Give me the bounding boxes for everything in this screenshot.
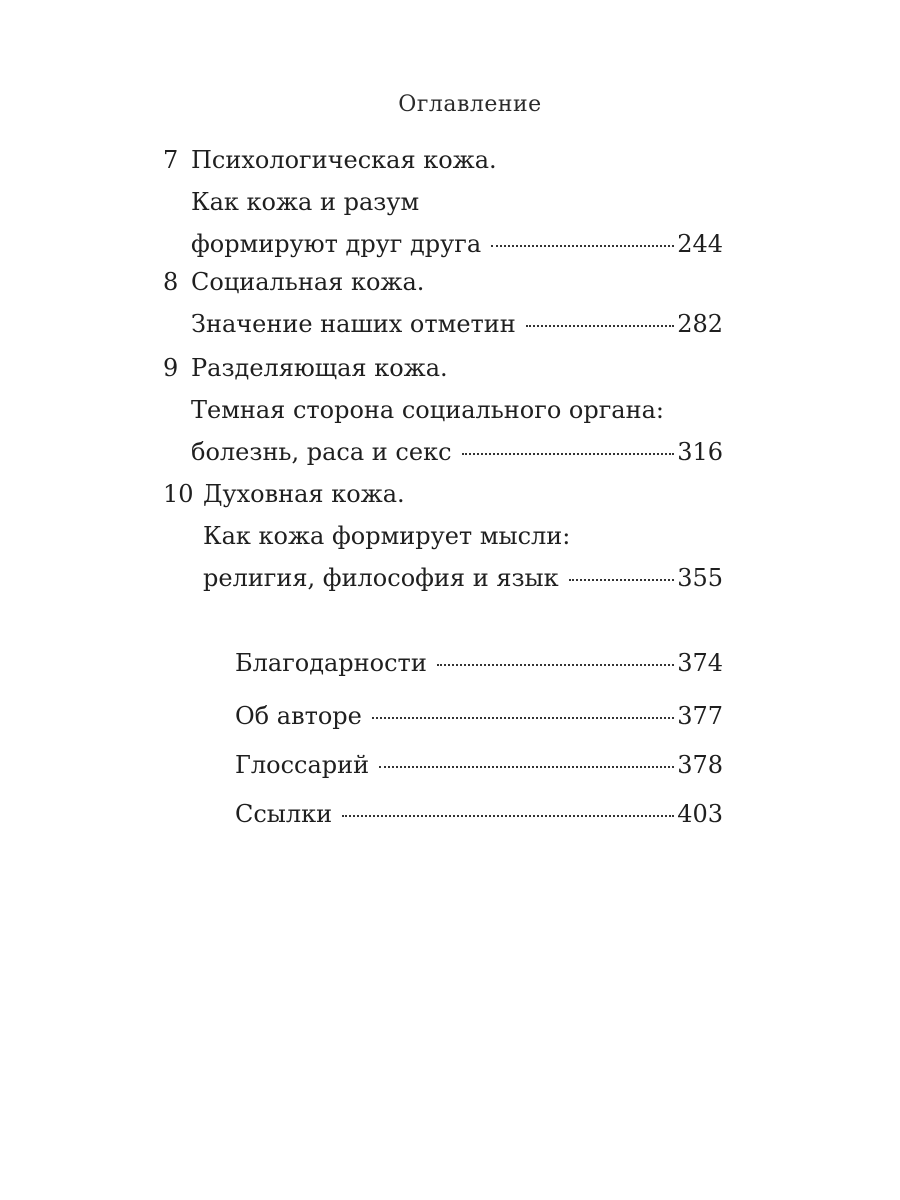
- chapter-title-line: Духовная кожа.: [203, 480, 405, 508]
- running-head: Оглавление: [398, 92, 542, 117]
- page-number: 378: [677, 751, 723, 779]
- chapter-title-line: Значение наших отметин: [191, 310, 516, 338]
- page-number: 282: [677, 310, 723, 338]
- backmatter-list: [235, 643, 723, 683]
- chapter-title-line: формируют друг друга: [191, 230, 482, 258]
- chapter-last-line: [191, 432, 723, 474]
- backmatter-list: [235, 696, 723, 736]
- chapter-title-line: болезнь, раса и секс: [191, 438, 452, 466]
- chapter-title-line: Психологическая кожа.: [191, 146, 497, 174]
- page-number: 355: [677, 564, 723, 592]
- page-number: 377: [677, 702, 723, 730]
- dot-leader: [526, 325, 674, 327]
- page-number: 403: [677, 800, 723, 828]
- backmatter-list: [235, 745, 723, 785]
- dot-leader: [569, 579, 675, 581]
- chapter-title-line: Разделяющая кожа.: [191, 354, 448, 382]
- page-number: 316: [677, 438, 723, 466]
- dot-leader: [462, 453, 675, 455]
- dot-leader: [491, 245, 674, 247]
- backmatter-list: [235, 794, 723, 834]
- dot-leader: [342, 815, 674, 817]
- page-number: 244: [677, 230, 723, 258]
- chapter-number: 7: [163, 146, 179, 174]
- backmatter-title: Об авторе: [235, 702, 362, 730]
- toc-entry-backmatter[interactable]: [235, 643, 723, 683]
- dot-leader: [437, 664, 674, 666]
- toc-entry-backmatter[interactable]: [235, 794, 723, 834]
- backmatter-title: Ссылки: [235, 800, 333, 828]
- chapter-title-line: Как кожа и разум: [191, 188, 420, 216]
- chapter-number: 8: [163, 268, 179, 296]
- chapter-title-line: религия, философия и язык: [203, 564, 559, 592]
- toc-entry-backmatter[interactable]: [235, 745, 723, 785]
- chapter-number: 9: [163, 354, 179, 382]
- chapter-last-line: [191, 304, 723, 346]
- dot-leader: [379, 766, 674, 768]
- chapter-title-line: Социальная кожа.: [191, 268, 425, 296]
- page-number: 374: [677, 649, 723, 677]
- chapter-last-line: [191, 224, 723, 266]
- dot-leader: [372, 717, 674, 719]
- backmatter-title: Благодарности: [235, 649, 427, 677]
- chapter-last-line: [203, 558, 723, 600]
- chapter-title-line: Темная сторона социального органа:: [191, 396, 664, 424]
- backmatter-title: Глоссарий: [235, 751, 370, 779]
- chapter-title-line: Как кожа формирует мысли:: [203, 522, 571, 550]
- chapter-number: 10: [163, 480, 194, 508]
- toc-entry-backmatter[interactable]: [235, 696, 723, 736]
